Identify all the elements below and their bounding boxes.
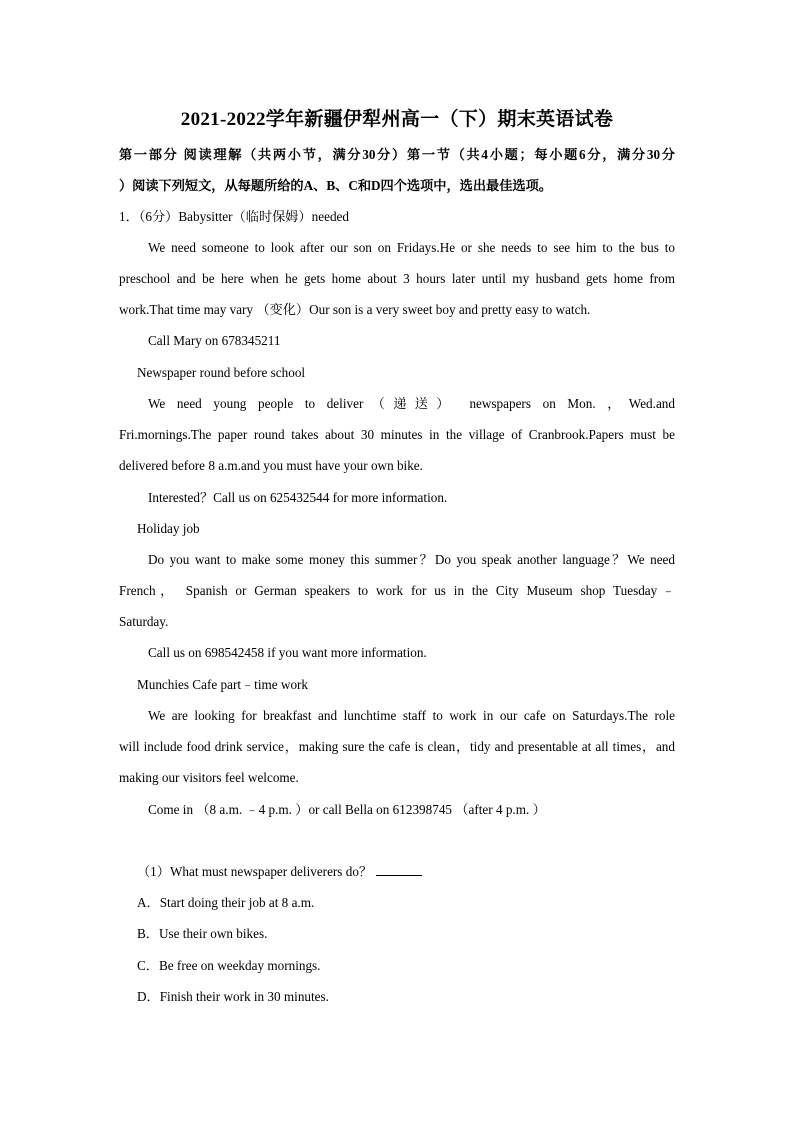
ad3-paragraph-line-2: French， Spanish or German speakers to work for us in the City Museum shop Tuesday﹣ (119, 583, 675, 598)
ad2-paragraph-line-1: We need young people to deliver（递送） newspapers on Mon. ，Wed.and (148, 396, 675, 411)
sub-question-1 (137, 863, 675, 881)
ad1-paragraph-line-1: We need someone to look after our son on Fridays.He or she needs to see him to the bus to (148, 240, 675, 255)
ad3-heading: Holiday job (137, 521, 200, 536)
ad4-paragraph-line-2: will include food drink service，making sure the cafe is clean，tidy and presentable at all times，and (119, 739, 675, 754)
sub-question-1-stem: （1）What must newspaper deliverers do？ (137, 864, 373, 879)
question-heading: 1．（6分）Babysitter（临时保姆）needed (119, 209, 350, 224)
section-header-line-2: ）阅读下列短文，从每题所给的A、B、C和D四个选项中，选出最佳选项。 (119, 178, 552, 193)
option-c[interactable]: C．Be free on weekday mornings. (137, 958, 321, 973)
ad4-heading: Munchies Cafe part﹣time work (137, 677, 309, 692)
ad2-paragraph-line-3: delivered before 8 a.m.and you must have your own bike. (119, 458, 423, 473)
option-a[interactable]: A．Start doing their job at 8 a.m. (137, 895, 315, 910)
ad3-paragraph-line-1: Do you want to make some money this summer？Do you speak another language？We need (148, 552, 675, 567)
ad2-contact: Interested？Call us on 625432544 for more information. (148, 490, 448, 505)
ad4-contact: Come in （8 a.m. ﹣4 p.m. ）or call Bella on 612398745 （after 4 p.m. ） (148, 802, 546, 817)
ad1-paragraph-line-3: work.That time may vary （变化）Our son is a very sweet boy and pretty easy to watch. (119, 302, 591, 317)
ad1-contact: Call Mary on 678345211 (148, 333, 281, 348)
answer-blank[interactable] (376, 863, 422, 876)
exam-title: 2021-2022学年新疆伊犁州高一（下）期末英语试卷 (180, 109, 614, 130)
section-header-line-1: 第一部分 阅读理解（共两小节，满分30分）第一节（共4小题；每小题6分，满分30分 (119, 147, 675, 162)
option-d[interactable]: D．Finish their work in 30 minutes. (137, 989, 329, 1004)
ad2-heading: Newspaper round before school (137, 365, 306, 380)
ad3-paragraph-line-3: Saturday. (119, 614, 169, 629)
option-b[interactable]: B．Use their own bikes. (137, 926, 268, 941)
ad1-paragraph-line-2: preschool and be here when he gets home about 3 hours later until my husband gets home from (119, 271, 675, 286)
ad3-contact: Call us on 698542458 if you want more information. (148, 645, 427, 660)
ad4-paragraph-line-3: making our visitors feel welcome. (119, 770, 299, 785)
ad4-paragraph-line-1: We are looking for breakfast and lunchtime staff to work in our cafe on Saturdays.The role (148, 708, 675, 723)
ad2-paragraph-line-2: Fri.mornings.The paper round takes about 30 minutes in the village of Cranbrook.Papers must be (119, 427, 675, 442)
